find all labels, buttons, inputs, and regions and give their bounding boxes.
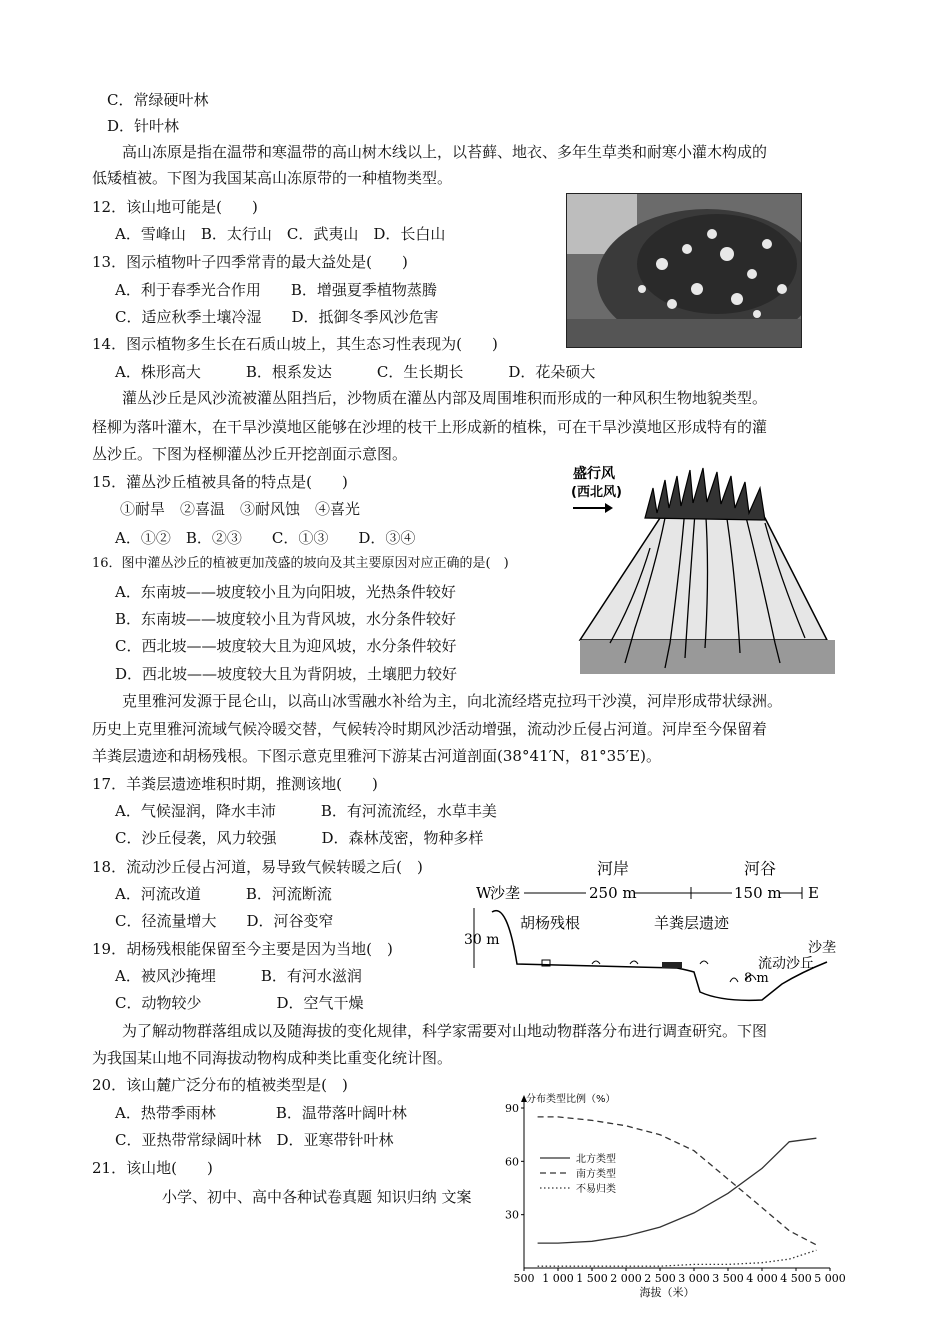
dune-body <box>580 500 827 640</box>
x-tick-label: 4 000 <box>746 1272 778 1285</box>
label-bank: 河岸 <box>597 859 630 878</box>
shrub-dune-diagram <box>565 458 840 680</box>
shrub-canopy <box>645 468 765 520</box>
text-line: D．西北坡——坡度较大且为背阴坡，土壤肥力较好 <box>115 665 458 683</box>
text-line: 15．灌丛沙丘植被具备的特点是( ) <box>92 473 348 491</box>
text-line: A．被风沙掩埋 B．有河水滋润 <box>115 967 362 985</box>
text-line: 12．该山地可能是( ) <box>92 198 258 216</box>
text-line: C．亚热带常绿阔叶林 D．亚寒带针叶林 <box>115 1131 394 1149</box>
wind-label-2: (西北风) <box>571 485 622 500</box>
x-tick-label: 1 000 <box>542 1272 574 1285</box>
x-tick-label: 4 500 <box>780 1272 812 1285</box>
wind-label-1: 盛行风 <box>573 466 615 482</box>
text-line: 17．羊粪层遗迹堆积时期，推测该地( ) <box>92 775 378 793</box>
text-line: 14．图示植物多生长在石质山坡上，其生态习性表现为( ) <box>92 335 498 353</box>
text-line: A．气候湿润，降水丰沛 B．有河流流经，水草丰美 <box>115 802 497 820</box>
text-line: A．河流改道 B．河流断流 <box>115 885 332 903</box>
text-line: 18．流动沙丘侵占河道，易导致气候转暖之后( ) <box>92 858 423 876</box>
text-line: A．雪峰山 B．太行山 C．武夷山 D．长白山 <box>115 225 446 243</box>
y-tick-label: 60 <box>505 1155 519 1169</box>
x-tick-label: 5 000 <box>814 1272 846 1285</box>
x-tick-label: 2 000 <box>610 1272 642 1285</box>
text-line: 灌丛沙丘是风沙流被灌丛阻挡后，沙物质在灌丛内部及周围堆积而形成的一种风积生物地貌类型。 <box>122 389 768 407</box>
dune-right-label: 沙垄 <box>808 940 836 956</box>
series-line-1 <box>538 1117 817 1245</box>
river-section-svg <box>462 852 862 1032</box>
text-line: 19．胡杨残根能保留至今主要是因为当地( ) <box>92 940 393 958</box>
text-line: 克里雅河发源于昆仑山，以高山冰雪融水补给为主，向北流经塔克拉玛干沙漠，河岸形成带状绿洲。 <box>122 692 783 710</box>
text-line: 为我国某山地不同海拔动物构成种类比重变化统计图。 <box>92 1049 453 1067</box>
text-line: 为了解动物群落组成以及随海拔的变化规律，科学家需要对山地动物群落分布进行调查研究。下图 <box>122 1022 768 1040</box>
d150-label: 150 m <box>734 884 782 902</box>
shrub-dune-svg <box>565 458 840 680</box>
text-line: C．常绿硬叶林 <box>107 91 209 109</box>
y-axis-label: 分布类型比例（%） <box>526 1094 616 1105</box>
sheep-layer-marker <box>662 962 682 968</box>
text-line: 高山冻原是指在温带和寒温带的高山树木线以上，以苔藓、地衣、多年生草类和耐寒小灌木构成的 <box>122 143 768 161</box>
text-line: A．东南坡——坡度较小且为向阳坡，光热条件较好 <box>115 583 456 601</box>
label-valley: 河谷 <box>744 859 777 878</box>
x-axis-label: 海拔（米） <box>639 1286 695 1299</box>
text-line: ①耐旱 ②喜温 ③耐风蚀 ④喜光 <box>120 500 361 518</box>
sheep-label: 羊粪层遗迹 <box>654 914 730 932</box>
x-tick-label: 500 <box>513 1272 535 1285</box>
altitude-chart-svg <box>500 1090 850 1300</box>
legend-label-2: 不易归类 <box>576 1184 616 1195</box>
series-line-2 <box>538 1250 817 1266</box>
text-line: 柽柳为落叶灌木，在干旱沙漠地区能够在沙埋的枝干上形成新的植株，可在干旱沙漠地区形成特有的灌 <box>92 418 768 436</box>
text-line: 低矮植被。下图为我国某高山冻原带的一种植物类型。 <box>92 169 453 187</box>
x-tick-label: 3 500 <box>712 1272 744 1285</box>
text-line: 羊粪层遗迹和胡杨残根。下图示意克里雅河下游某古河道剖面(38°41′N，81°35′E)。 <box>92 747 661 765</box>
text-line: A．热带季雨林 B．温带落叶阔叶林 <box>115 1104 407 1122</box>
legend-label-1: 南方类型 <box>576 1169 616 1180</box>
x-tick-label: 1 500 <box>576 1272 608 1285</box>
y-tick-label: 30 <box>505 1208 519 1222</box>
text-line: C．西北坡——坡度较大且为迎风坡，水分条件较好 <box>115 637 457 655</box>
altitude-chart <box>500 1090 850 1300</box>
populus-label: 胡杨残根 <box>520 914 581 932</box>
d250-label: 250 m <box>589 884 637 902</box>
text-line: 13．图示植物叶子四季常青的最大益处是( ) <box>92 253 408 271</box>
plant-photo-illustration <box>567 194 801 347</box>
ground-layer <box>580 640 835 674</box>
text-line: 历史上克里雅河流域气候冷暖交替，气候转冷时期风沙活动增强，流动沙丘侵占河道。河岸至今保留着 <box>92 720 768 738</box>
w-label: W <box>476 884 492 902</box>
moving-dune-label: 流动沙丘 <box>758 956 814 972</box>
text-line: C．径流量增大 D．河谷变窄 <box>115 912 334 930</box>
text-line: C．适应秋季土壤冷湿 D．抵御冬季风沙危害 <box>115 308 439 326</box>
text-line: C．动物较少 D．空气干燥 <box>115 994 364 1012</box>
text-line: 20．该山麓广泛分布的植被类型是( ) <box>92 1076 348 1094</box>
river-section-diagram <box>462 852 862 1032</box>
legend-label-0: 北方类型 <box>576 1154 616 1165</box>
x-tick-label: 3 000 <box>678 1272 710 1285</box>
text-line: A．利于春季光合作用 B．增强夏季植物蒸腾 <box>115 281 437 299</box>
text-line: 丛沙丘。下图为柽柳灌丛沙丘开挖剖面示意图。 <box>92 445 408 463</box>
e-label: E <box>808 884 819 902</box>
text-line: A．①② B．②③ C．①③ D．③④ <box>115 529 416 547</box>
text-line: 16．图中灌丛沙丘的植被更加茂盛的坡向及其主要原因对应正确的是( ) <box>92 556 509 571</box>
text-line: C．沙丘侵袭，风力较强 D．森林茂密，物种多样 <box>115 829 484 847</box>
text-line: 小学、初中、高中各种试卷真题 知识归纳 文案 <box>162 1188 472 1206</box>
h8-label: 8 m <box>744 971 769 986</box>
plant-photo <box>566 193 802 348</box>
y-tick-label: 90 <box>505 1102 519 1115</box>
text-line: B．东南坡——坡度较小且为背风坡，水分条件较好 <box>115 610 457 628</box>
x-tick-label: 2 500 <box>644 1272 676 1285</box>
h30-label: 30 m <box>464 932 500 948</box>
text-line: D．针叶林 <box>107 117 180 135</box>
text-line: A．株形高大 B．根系发达 C．生长期长 D．花朵硕大 <box>115 363 596 381</box>
text-line: 21．该山地( ) <box>92 1159 213 1177</box>
w-dune-label: 沙垄 <box>490 884 521 902</box>
wind-arrow-head <box>605 503 613 513</box>
